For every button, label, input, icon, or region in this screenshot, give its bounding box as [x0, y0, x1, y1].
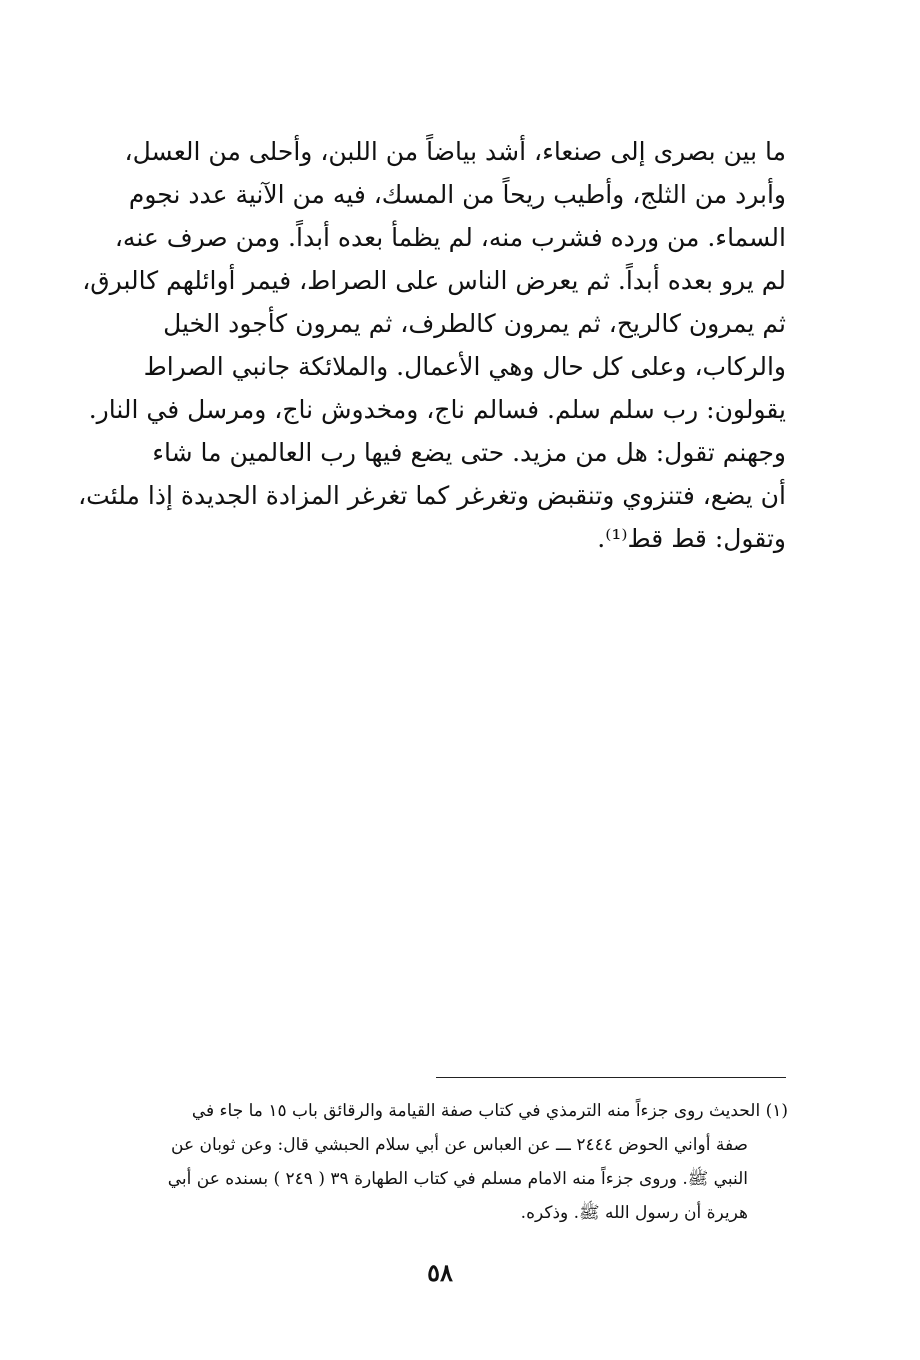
main-text-line: ثم يمرون كالريح، ثم يمرون كالطرف، ثم يمرون كأجود الخيل	[163, 309, 786, 338]
main-text-line: أن يضع، فتنزوي وتنقبض وتغرغر كما تغرغر المزادة الجديدة إذا ملئت،	[78, 481, 786, 510]
footnote-line: هريرة أن رسول الله ﷺ. وذكره.	[520, 1203, 748, 1223]
main-text-line: وتقول: قط قط⁽¹⁾.	[597, 524, 786, 553]
footnote-line: (١) الحديث روى جزءاً منه الترمذي في كتاب صفة القيامة والرقائق باب ١٥ ما جاء في	[191, 1101, 788, 1121]
footnote-line: النبي ﷺ. وروى جزءاً منه الامام مسلم في كتاب الطهارة ٣٩ ( ٢٤٩ ) بسنده عن أبي	[167, 1169, 748, 1189]
page-number: ٥٨	[427, 1258, 453, 1287]
main-text-line: وأبرد من الثلج، وأطيب ريحاً من المسك، فيه من الآنية عدد نجوم	[128, 180, 786, 209]
main-text-line: يقولون: رب سلم سلم. فسالم ناج، ومخدوش ناج، ومرسل في النار.	[88, 395, 786, 424]
main-text-line: السماء. من ورده فشرب منه، لم يظمأ بعده أبداً. ومن صرف عنه،	[114, 223, 786, 252]
main-text-line: ما بين بصرى إلى صنعاء، أشد بياضاً من اللبن، وأحلى من العسل،	[124, 137, 786, 166]
footnote-divider	[436, 1077, 786, 1078]
footnotes-block	[86, 1094, 788, 1230]
main-text-line: لم يرو بعده أبداً. ثم يعرض الناس على الصراط، فيمر أوائلهم كالبرق،	[82, 266, 786, 295]
main-text-line: والركاب، وعلى كل حال وهي الأعمال. والملائكة جانبي الصراط	[143, 352, 786, 381]
footnote-line: صفة أواني الحوض ٢٤٤٤ ـــ عن العباس عن أبي سلام الحبشي قال: وعن ثوبان عن	[171, 1135, 748, 1155]
main-text-block	[78, 130, 786, 560]
main-text-line: وجهنم تقول: هل من مزيد. حتى يضع فيها رب العالمين ما شاء	[152, 438, 786, 467]
